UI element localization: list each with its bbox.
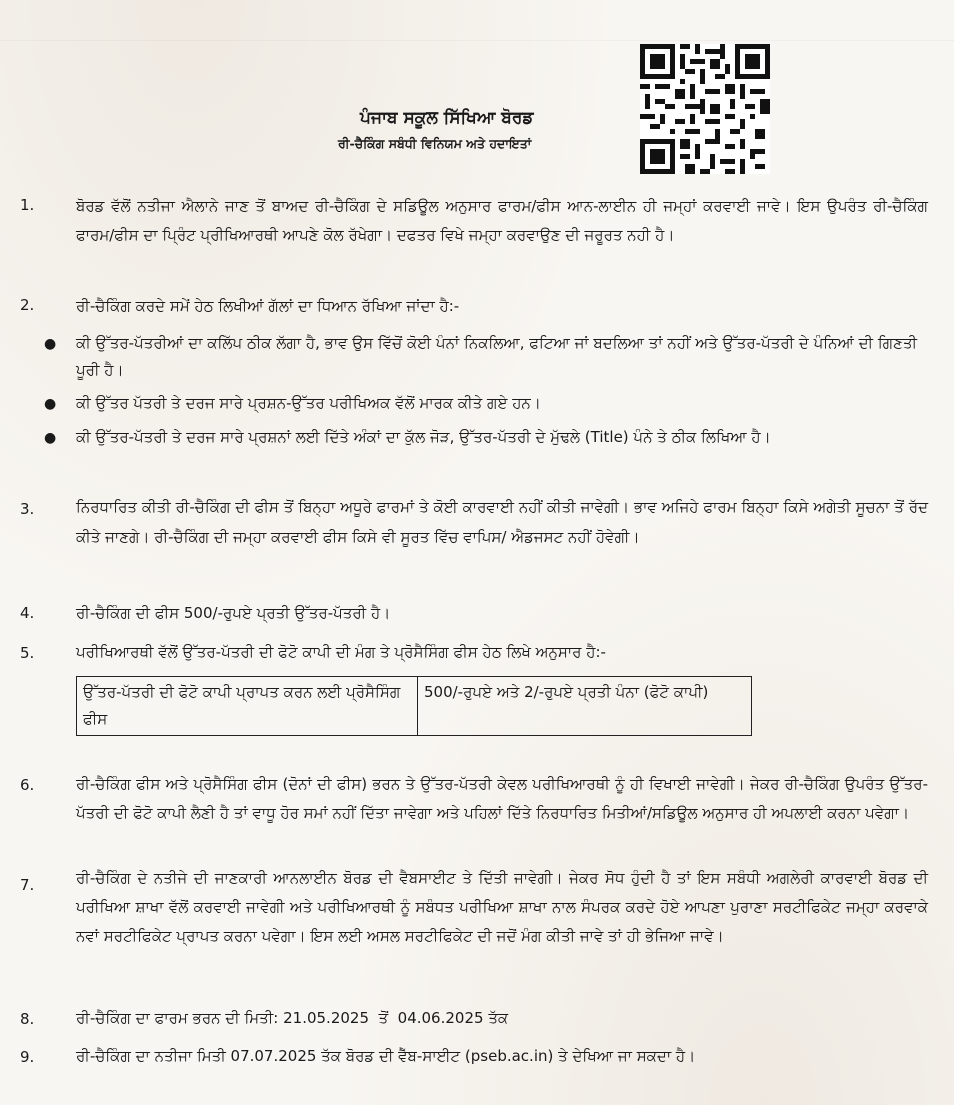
item-number: 1. (20, 196, 35, 214)
qr-code-icon (638, 44, 772, 174)
item-number: 6. (20, 776, 35, 794)
item-number: 9. (20, 1048, 35, 1066)
item-text: ਰੀ-ਚੈਕਿੰਗ ਫੀਸ ਅਤੇ ਪ੍ਰੋਸੈਸਿੰਗ ਫੀਸ (ਦੋਨਾਂ ਦੀ ਫੀਸ) ਭਰਨ ਤੇ ਉੱਤਰ-ਪੱਤਰੀ ਕੇਵਲ ਪਰੀਖਿਆਰਥੀ ਨੂੰ ਹੀ ਵਿਖਾਈ ਜਾਵੇਗੀ। ਜੇਕਰ ਰੀ-ਚੈਕਿੰਗ ਉਪਰੰਤ ਉੱਤਰ-ਪੱਤਰੀ ਦੀ ਫੋਟੋ ਕਾਪੀ ਲੈਣੀ ਹੈ ਤਾਂ ਵਾਧੂ ਹੋਰ ਸਮਾਂ ਨਹੀਂ ਦਿੱਤਾ ਜਾਵੇਗਾ ਅਤੇ ਪਹਿਲਾਂ ਦਿੱਤੇ ਨਿਰਧਾਰਿਤ ਮਿਤੀਆਂ/ਸਡਿਊਲ ਅਨੁਸਾਰ ਹੀ ਅਪਲਾਈ ਕਰਨਾ ਪਵੇਗਾ। (76, 775, 928, 822)
item-text: ਬੋਰਡ ਵੱਲੋਂ ਨਤੀਜਾ ਐਲਾਨੇ ਜਾਣ ਤੋਂ ਬਾਅਦ ਰੀ-ਚੈਕਿੰਗ ਦੇ ਸਡਿਊਲ ਅਨੁਸਾਰ ਫਾਰਮ/ਫੀਸ ਆਨ-ਲਾਈਨ ਹੀ ਜਮ੍ਹਾਂ ਕਰਵਾਈ ਜਾਵੇ। ਇਸ ਉਪਰੰਤ ਰੀ-ਚੈਕਿੰਗ ਫਾਰਮ/ਫੀਸ ਦਾ ਪ੍ਰਿੰਟ ਪ੍ਰੀਖਿਆਰਥੀ ਆਪਣੇ ਕੋਲ ਰੱਖੇਗਾ। ਦਫਤਰ ਵਿਖੇ ਜਮ੍ਹਾ ਕਰਵਾਉਣ ਦੀ ਜਰੂਰਤ ਨਹੀ ਹੈ। (76, 197, 928, 244)
bullet-icon: ● (44, 336, 57, 352)
background-pattern (0, 0, 954, 41)
item-text: ਰੀ-ਚੈਕਿੰਗ ਦਾ ਫਾਰਮ ਭਰਨ ਦੀ ਮਿਤੀ: 21.05.2025 ਤੋਂ 04.06.2025 ਤੱਕ (76, 1009, 509, 1027)
item-number: 2. (20, 296, 35, 314)
item-number: 7. (20, 876, 35, 894)
item-text: ਰੀ-ਚੈਕਿੰਗ ਕਰਦੇ ਸਮੇਂ ਹੇਠ ਲਿਖੀਆਂ ਗੱਲਾਂ ਦਾ ਧਿਆਨ ਰੱਖਿਆ ਜਾਂਦਾ ਹੈ:- (76, 297, 460, 315)
document-subtitle: ਰੀ-ਚੈਕਿੰਗ ਸਬੰਧੀ ਵਿਨਿਯਮ ਅਤੇ ਹਦਾਇਤਾਂ (338, 136, 532, 151)
bullet-item: ਕੀ ਉੱਤਰ-ਪੱਤਰੀਆਂ ਦਾ ਕਲਿੱਪ ਠੀਕ ਲੱਗਾ ਹੈ, ਭਾਵ ਉਸ ਵਿੱਚੋਂ ਕੋਈ ਪੰਨਾਂ ਨਿਕਲਿਆ, ਫਟਿਆ ਜਾਂ ਬਦਲਿਆ ਤਾਂ ਨਹੀਂ ਅਤੇ ਉੱਤਰ-ਪੱਤਰੀ ਦੇ ਪੰਨਿਆਂ ਦੀ ਗਿਣਤੀ ਪੂਰੀ ਹੈ। (76, 334, 917, 379)
bullet-item: ਕੀ ਉੱਤਰ-ਪੱਤਰੀ ਤੇ ਦਰਜ ਸਾਰੇ ਪ੍ਰਸ਼ਨਾਂ ਲਈ ਦਿੱਤੇ ਅੰਕਾਂ ਦਾ ਕੁੱਲ ਜੋੜ, ਉੱਤਰ-ਪੱਤਰੀ ਦੇ ਮੁੱਢਲੇ (Title) ਪੰਨੇ ਤੇ ਠੀਕ ਲਿਖਿਆ ਹੈ। (76, 428, 771, 446)
item-text: ਪਰੀਖਿਆਰਥੀ ਵੱਲੋਂ ਉੱਤਰ-ਪੱਤਰੀ ਦੀ ਫੋਟੋ ਕਾਪੀ ਦੀ ਮੰਗ ਤੇ ਪ੍ਰੋਸੈਸਿੰਗ ਫੀਸ ਹੇਠ ਲਿਖੇ ਅਨੁਸਾਰ ਹੈ:- (76, 643, 606, 661)
bullet-icon: ● (44, 396, 57, 412)
item-text: ਰੀ-ਚੈਕਿੰਗ ਦੇ ਨਤੀਜੇ ਦੀ ਜਾਣਕਾਰੀ ਆਨਲਾਈਨ ਬੋਰਡ ਦੀ ਵੈਬਸਾਈਟ ਤੇ ਦਿੱਤੀ ਜਾਵੇਗੀ। ਜੇਕਰ ਸੋਧ ਹੁੰਦੀ ਹੈ ਤਾਂ ਇਸ ਸਬੰਧੀ ਅਗਲੇਰੀ ਕਾਰਵਾਈ ਬੋਰਡ ਦੀ ਪਰੀਖਿਆ ਸ਼ਾਖਾ ਵੱਲੋਂ ਕਰਵਾਈ ਜਾਵੇਗੀ ਅਤੇ ਪਰੀਖਿਆਰਥੀ ਨੂੰ ਸਬੰਧਤ ਪਰੀਖਿਆ ਸ਼ਾਖਾ ਨਾਲ ਸੰਪਰਕ ਕਰਦੇ ਹੋਏ ਆਪਣਾ ਪੁਰਾਣਾ ਸਰਟੀਫਿਕੇਟ ਜਮ੍ਹਾ ਕਰਵਾਕੇ ਨਵਾਂ ਸਰਟੀਫਿਕੇਟ ਪ੍ਰਾਪਤ ਕਰਨਾ ਪਵੇਗਾ। ਇਸ ਲਈ ਅਸਲ ਸਰਟੀਫਿਕੇਟ ਦੀ ਜਦੋਂ ਮੰਗ ਕੀਤੀ ਜਾਵੇ ਤਾਂ ਹੀ ਭੇਜਿਆ ਜਾਵੇ। (76, 869, 928, 945)
item-number: 5. (20, 644, 35, 662)
fee-label-cell: ਉੱਤਰ-ਪੱਤਰੀ ਦੀ ਫੋਟੋ ਕਾਪੀ ਪ੍ਰਾਪਤ ਕਰਨ ਲਈ ਪ੍ਰੋਸੈਸਿੰਗ ਫੀਸ (77, 677, 418, 736)
bullet-icon: ● (44, 430, 57, 446)
item-number: 3. (20, 500, 35, 518)
item-text: ਰੀ-ਚੈਕਿੰਗ ਦੀ ਫੀਸ 500/-ਰੁਪਏ ਪ੍ਰਤੀ ਉੱਤਰ-ਪੱਤਰੀ ਹੈ। (76, 604, 391, 622)
item-number: 8. (20, 1010, 35, 1028)
bullet-item: ਕੀ ਉੱਤਰ ਪੱਤਰੀ ਤੇ ਦਰਜ ਸਾਰੇ ਪ੍ਰਸ਼ਨ-ਉੱਤਰ ਪਰੀਖਿਅਕ ਵੱਲੋਂ ਮਾਰਕ ਕੀਤੇ ਗਏ ਹਨ। (76, 394, 541, 412)
item-text: ਨਿਰਧਾਰਿਤ ਕੀਤੀ ਰੀ-ਚੈਕਿੰਗ ਦੀ ਫੀਸ ਤੋਂ ਬਿਨ੍ਹਾ ਅਧੂਰੇ ਫਾਰਮਾਂ ਤੇ ਕੋਈ ਕਾਰਵਾਈ ਨਹੀਂ ਕੀਤੀ ਜਾਵੇਗੀ। ਭਾਵ ਅਜਿਹੇ ਫਾਰਮ ਬਿਨ੍ਹਾ ਕਿਸੇ ਅਗੇਤੀ ਸੂਚਨਾ ਤੋਂ ਰੱਦ ਕੀਤੇ ਜਾਣਗੇ। ਰੀ-ਚੈਕਿੰਗ ਦੀ ਜਮ੍ਹਾ ਕਰਵਾਈ ਫੀਸ ਕਿਸੇ ਵੀ ਸੂਰਤ ਵਿੱਚ ਵਾਪਿਸ/ ਐਡਜਸਟ ਨਹੀਂ ਹੋਵੇਗੀ। (76, 498, 928, 546)
item-text: ਰੀ-ਚੈਕਿੰਗ ਦਾ ਨਤੀਜਾ ਮਿਤੀ 07.07.2025 ਤੱਕ ਬੋਰਡ ਦੀ ਵੈੱਬ-ਸਾਈਟ (pseb.ac.in) ਤੇ ਦੇਖਿਆ ਜਾ ਸਕਦਾ ਹੈ। (76, 1047, 696, 1065)
fee-table (76, 676, 752, 736)
fee-value-cell: 500/-ਰੁਪਏ ਅਤੇ 2/-ਰੁਪਏ ਪ੍ਰਤੀ ਪੰਨਾ (ਫੋਟੋ ਕਾਪੀ) (418, 677, 752, 736)
board-title: ਪੰਜਾਬ ਸਕੂਲ ਸਿੱਖਿਆ ਬੋਰਡ (360, 108, 534, 128)
item-number: 4. (20, 604, 35, 622)
table-row (77, 677, 752, 736)
